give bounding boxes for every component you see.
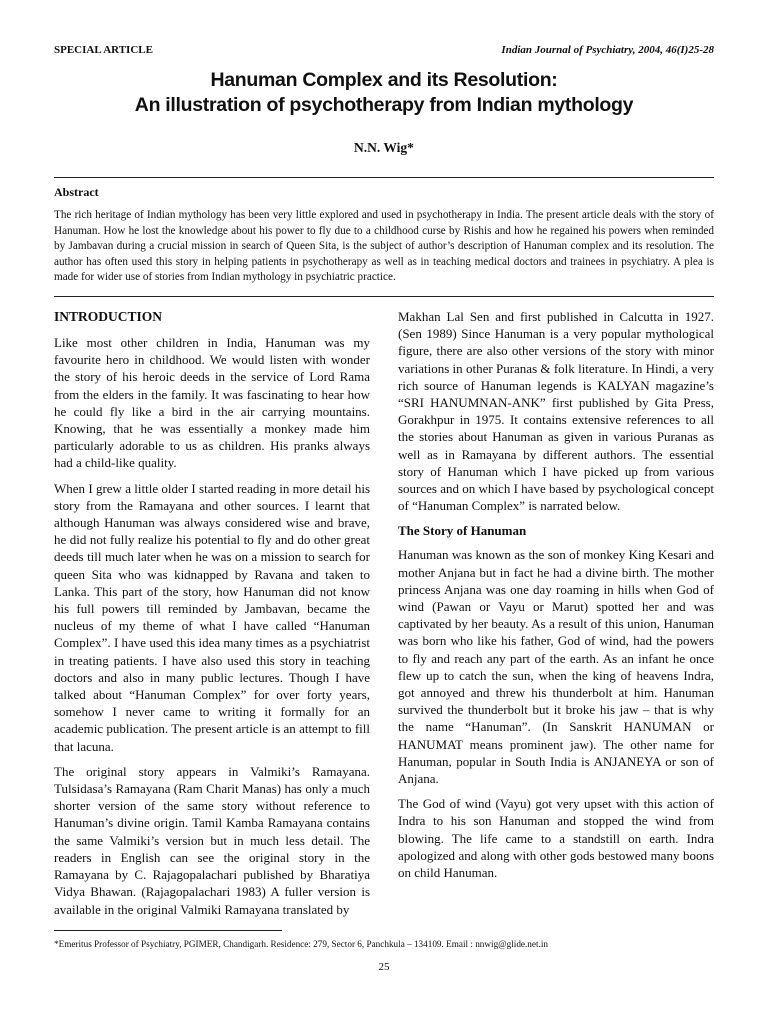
running-head bbox=[54, 44, 714, 56]
title-line-1: Hanuman Complex and its Resolution: bbox=[210, 69, 558, 91]
body-paragraph: Makhan Lal Sen and first published in Calcutta in 1927. (Sen 1989) Since Hanuman is a very popular mythological figure, there are also other versions of the story with minor variations in other Puranas & folk literature. In Hindi, a very rich source of Hanuman legends is KALYAN magazine’s “SRI HANUMNAN-ANK” first published by Gita Press, Gorakhpur in 1975. It contains extensive references to all the stories about Hanuman as given in various Puranas as well as in Ramayana by different authors. The essential story of Hanuman which I have picked up from various sources and on which I have based by psychological concept of “Hanuman Complex” is narrated below. bbox=[398, 309, 714, 514]
body-paragraph: The God of wind (Vayu) got very upset with this action of Indra to his son Hanuman and stopped the wind from blowing. The life came to a standstill on earth. Indra apologized and along with other gods bestowed many boons on child Hanuman. bbox=[398, 796, 714, 881]
author-name: N.N. Wig* bbox=[354, 140, 414, 155]
left-column bbox=[54, 308, 370, 926]
footnote-divider bbox=[54, 930, 282, 931]
article-title bbox=[54, 68, 714, 118]
author-footnote: *Emeritus Professor of Psychiatry, PGIMER, Chandigarh. Residence: 279, Sector 6, Panchkula – 134109. Email : nnwig@glide.net.in bbox=[54, 939, 548, 949]
abstract-text: The rich heritage of Indian mythology has been very little explored and used in psychotherapy in India. The present article deals with the story of Hanuman. How he lost the knowledge about his power to fly due to a childhood curse by Rishis and how he regained his powers when reminded by Jambavan during a crucial mission in search of Queen Sita, is the subject of author’s description of Hanuman complex and its resolution. The author has often used this story in helping patients in psychotherapy as well as in teaching medical doctors and trainees in psychiatry. A plea is made for wider use of stories from Indian mythology in psychiatric practice. bbox=[54, 209, 714, 284]
body-paragraph: Hanuman was known as the son of monkey King Kesari and mother Anjana but in fact he had a divine birth. The mother princess Anjana was one day roaming in hills when God of wind (Pawan or Vayu or Marut) spotted her and was captivated by her beauty. As a result of this union, Hanuman was born who like his father, God of wind, had the powers to fly and reach any part of the earth. As an infant he once flew up to catch the sun, when the king of heavens Indra, got annoyed and threw his thunderbolt at him. Hanuman survived the thunderbolt but it broke his jaw – that is why the name “Hanuman”. (In Sanskrit HANUMAN or HANUMAT means prominent jaw). The other name for Hanuman, popular in South India is ANJANEYA or son of Anjana. bbox=[398, 547, 714, 787]
abstract-top-divider bbox=[54, 177, 714, 178]
abstract-bottom-divider bbox=[54, 296, 714, 297]
page-number: 25 bbox=[378, 961, 390, 973]
body-paragraph: The original story appears in Valmiki’s Ramayana. Tulsidasa’s Ramayana (Ram Charit Manas) has only a much shorter version of the same story without reference to Hanuman’s divine origin. Tamil Kamba Ramayana contains the same Valmiki’s version but in much less detail. The readers in English can see the original story in the Ramayana by C. Rajagopalachari published by Bharatiya Vidya Bhawan. (Rajagopalachari 1983) A fuller version is available in the original Valmiki Ramayana translated by bbox=[54, 763, 370, 917]
introduction-heading: INTRODUCTION bbox=[54, 309, 163, 324]
journal-citation: Indian Journal of Psychiatry, 2004, 46(I)25-28 bbox=[501, 44, 714, 56]
abstract-heading: Abstract bbox=[54, 185, 99, 199]
story-subheading: The Story of Hanuman bbox=[398, 523, 527, 539]
title-line-2: An illustration of psychotherapy from Indian mythology bbox=[134, 94, 634, 116]
section-label: SPECIAL ARTICLE bbox=[54, 44, 153, 56]
body-paragraph: When I grew a little older I started reading in more detail his story from the Ramayana and other sources. I learnt that although Hanuman was always considered wise and brave, he did not fully realize his potential to fly and do other great deeds till much later when he was on a mission to search for queen Sita who was kidnapped by Ravana and taken to Lanka. This part of the story, how Hanuman did not know his full powers till reminded by Jambavan, became the nucleus of my theme of what I have called “Hanuman Complex”. I have used this idea many times as a psychiatrist in treating patients. I have also used this story in teaching doctors and also in many public lectures. Though I have talked about “Hanuman Complex” for over forty years, somehow I never came to writing it formally for an academic publication. The present article is an attempt to fill that lacuna. bbox=[54, 480, 370, 754]
right-column bbox=[398, 308, 714, 889]
body-paragraph: Like most other children in India, Hanuman was my favourite hero in childhood. We would listen with wonder the story of his heroic deeds in the service of Lord Rama from the elders in the family. It was fascinating to hear how he could fly like a bird in the air carrying mountains. Knowing, that he was essentially a monkey made him particularly adorable to us as children. His pranks always had a child-like quality. bbox=[54, 335, 370, 471]
